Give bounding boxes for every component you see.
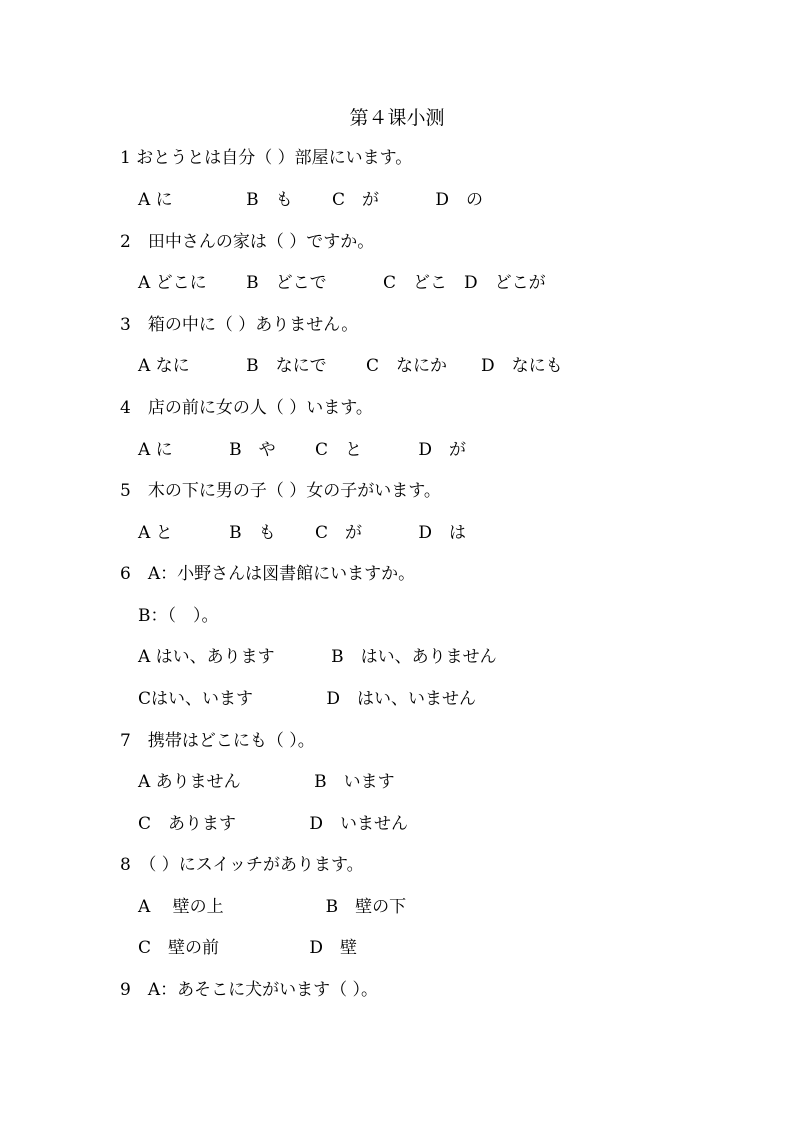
question-8: 8 （ ）にスイッチがあります。 bbox=[120, 855, 364, 875]
question-4: 4 店の前に女の人（ ）います。 bbox=[120, 398, 373, 418]
question-1-options: A に B も C が D の bbox=[138, 190, 484, 210]
question-7: 7 携帯はどこにも（ ）。 bbox=[120, 731, 315, 751]
question-6-response: B：（ ）。 bbox=[138, 606, 219, 626]
question-6: 6 A：小野さんは図書館にいますか。 bbox=[120, 564, 416, 584]
question-8-options-cd: C 壁の前 D 壁 bbox=[138, 938, 358, 958]
question-7-options-cd: C あります D いません bbox=[138, 814, 409, 834]
question-8-options-ab: A 壁の上 B 壁の下 bbox=[138, 897, 407, 917]
question-9: 9 A：あそこに犬がいます（ ）。 bbox=[120, 980, 378, 1000]
question-6-options-ab: A はい、あります B はい、ありません bbox=[138, 647, 497, 667]
question-3-options: A なに B なにで C なにか D なにも bbox=[138, 356, 563, 376]
page-title-text: 第４课小测 bbox=[349, 107, 445, 129]
question-2: 2 田中さんの家は（ ）ですか。 bbox=[120, 232, 375, 252]
question-6-options-cd: Cはい、います D はい、いません bbox=[138, 689, 477, 709]
question-7-options-ab: A ありません B います bbox=[138, 772, 395, 792]
question-2-options: A どこに B どこで C どこ D どこが bbox=[138, 273, 546, 293]
question-5-options: A と B も C が D は bbox=[138, 523, 467, 543]
question-4-options: A に B や C と D が bbox=[138, 440, 467, 460]
question-3: 3 箱の中に（ ）ありません。 bbox=[120, 315, 359, 335]
question-5: 5 木の下に男の子（ ）女の子がいます。 bbox=[120, 481, 441, 501]
question-1: 1 おとうとは自分（ ）部屋にいます。 bbox=[120, 148, 413, 168]
page-title bbox=[0, 104, 794, 132]
